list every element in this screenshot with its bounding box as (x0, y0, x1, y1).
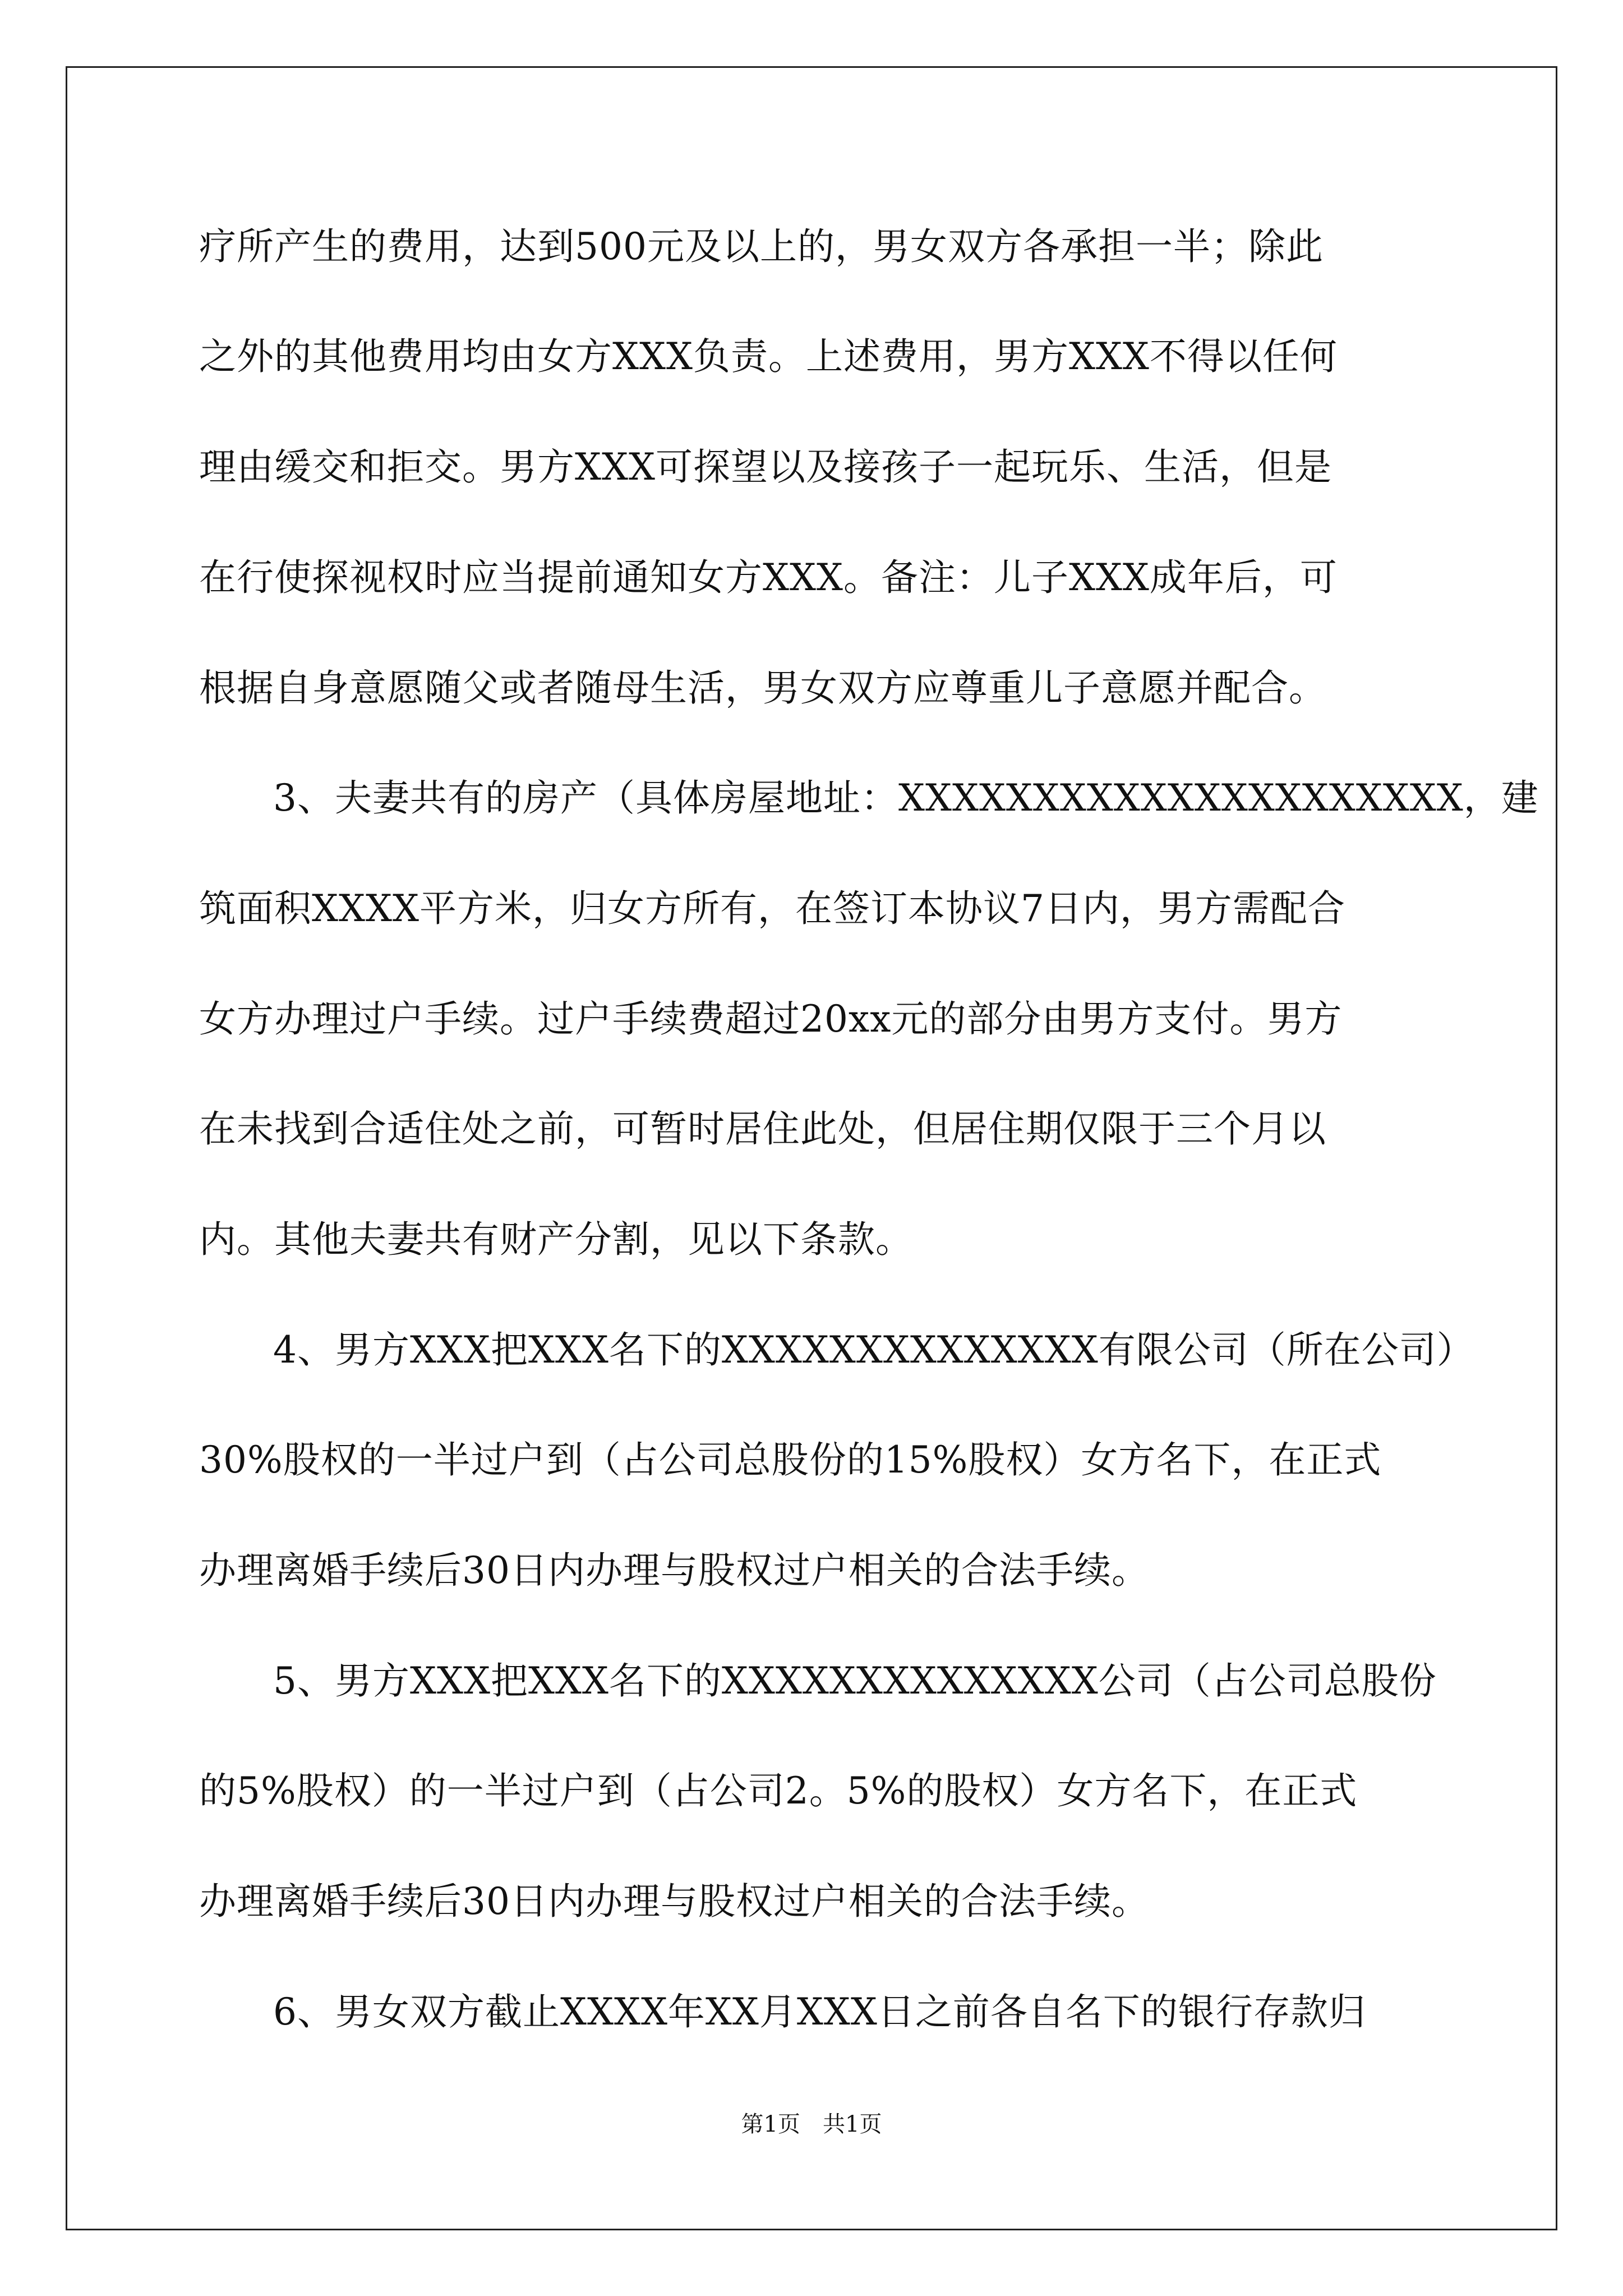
text-line: 在未找到合适住处之前，可暂时居住此处，但居住期仅限于三个月以 (199, 1107, 1326, 1151)
text-line: 理由缓交和拒交。男方XXX可探望以及接孩子一起玩乐、生活，但是 (199, 445, 1332, 489)
paragraph-start-line: 6、男女双方截止XXXX年XX月XXX日之前各自名下的银行存款归 (273, 1990, 1366, 2033)
text-line: 根据自身意愿随父或者随母生活，男女双方应尊重儿子意愿并配合。 (199, 666, 1326, 710)
text-line: 在行使探视权时应当提前通知女方XXX。备注：儿子XXX成年后，可 (199, 556, 1338, 599)
text-line: 的5%股权）的一半过户到（占公司2。5%的股权）女方名下，在正式 (199, 1769, 1358, 1812)
text-line: 疗所产生的费用，达到500元及以上的，男女双方各承担一半；除此 (199, 225, 1324, 268)
text-line: 筑面积XXXX平方米，归女方所有，在签订本协议7日内，男方需配合 (199, 887, 1345, 930)
text-line: 办理离婚手续后30日内办理与股权过户相关的合法手续。 (199, 1549, 1149, 1592)
paragraph-start-line: 5、男方XXX把XXX名下的XXXXXXXXXXXXXX公司（占公司总股份 (273, 1659, 1437, 1703)
paragraph-start-line: 4、男方XXX把XXX名下的XXXXXXXXXXXXXX有限公司（所在公司） (273, 1328, 1474, 1372)
paragraph-start-line: 3、夫妻共有的房产（具体房屋地址：XXXXXXXXXXXXXXXXXXXXX，建 (273, 776, 1539, 820)
text-line: 办理离婚手续后30日内办理与股权过户相关的合法手续。 (199, 1880, 1149, 1923)
page-footer: 第1页 共1页 (741, 2111, 882, 2137)
text-line: 内。其他夫妻共有财产分割，见以下条款。 (199, 1218, 913, 1261)
text-line: 女方办理过户手续。过户手续费超过20xx元的部分由男方支付。男方 (199, 997, 1343, 1041)
text-line: 30%股权的一半过户到（占公司总股份的15%股权）女方名下，在正式 (199, 1438, 1382, 1481)
text-line: 之外的其他费用均由女方XXX负责。上述费用，男方XXX不得以任何 (199, 335, 1338, 378)
